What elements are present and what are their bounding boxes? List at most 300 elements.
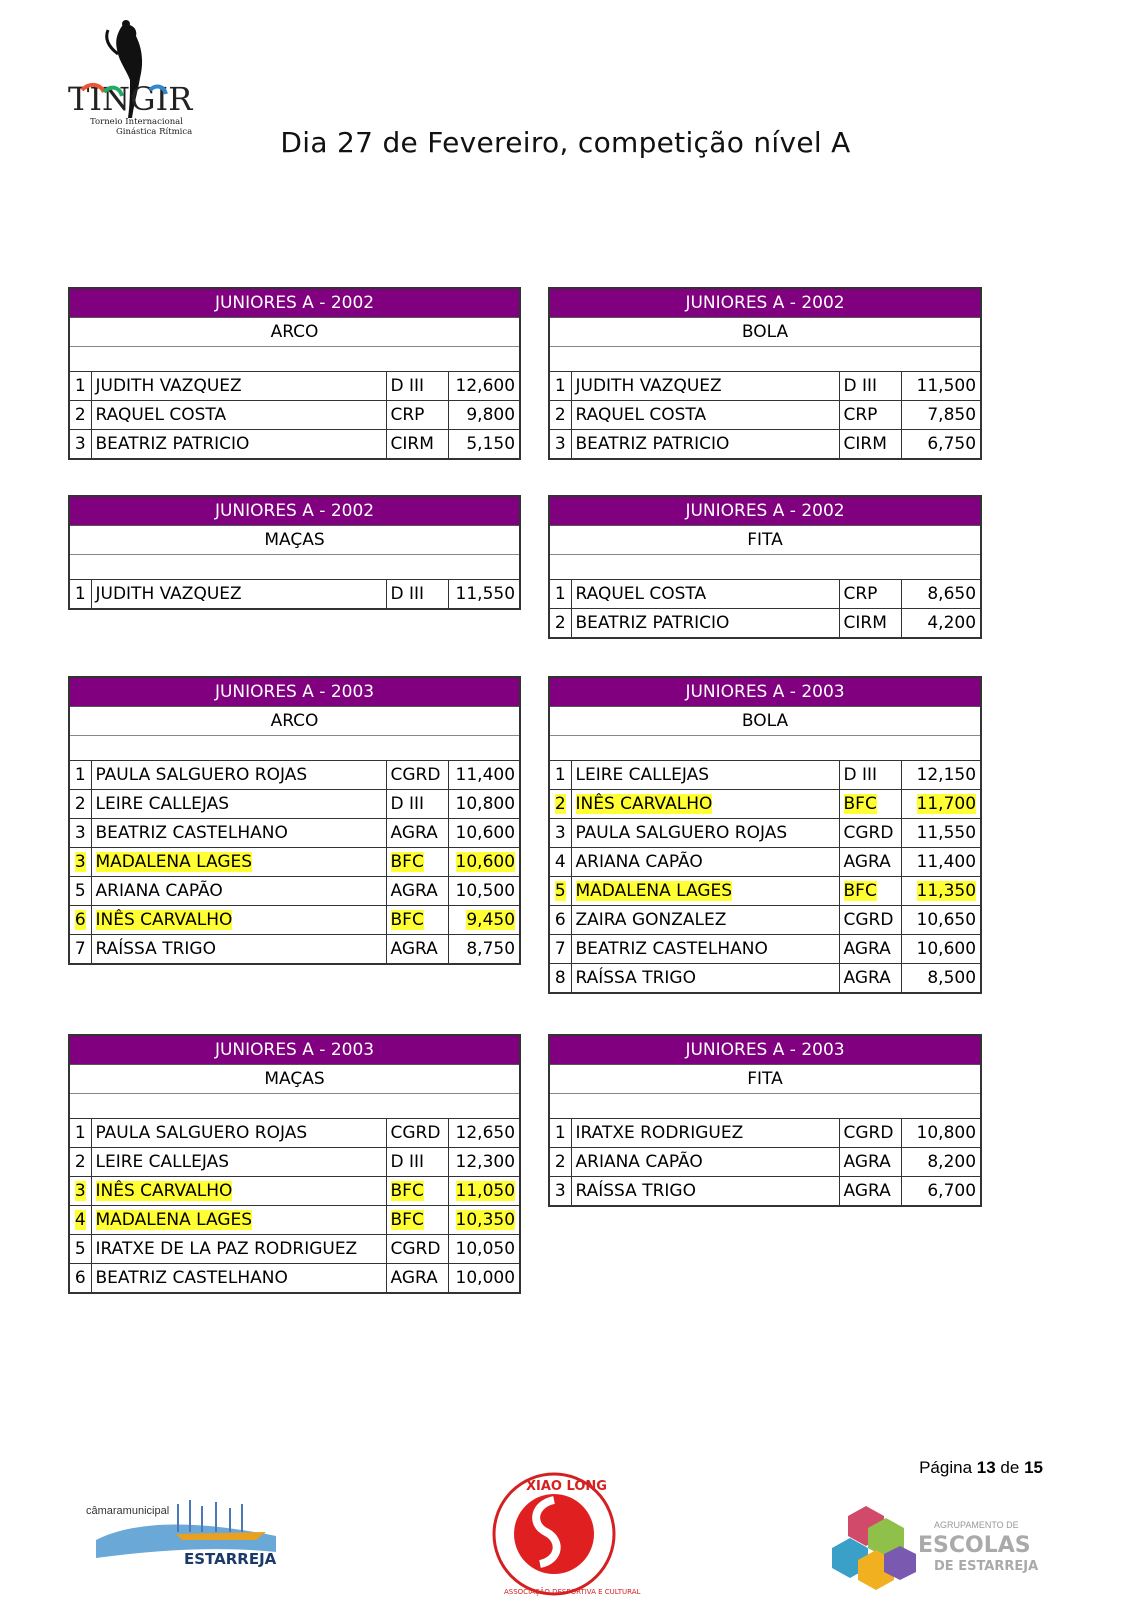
rank-cell (549, 1119, 571, 1148)
score-cell-text: 11,400 (916, 852, 977, 872)
athlete-name-cell (571, 580, 839, 609)
score-cell-text: 11,550 (916, 823, 977, 843)
score-cell (901, 372, 981, 401)
rank-cell-text: 7 (554, 939, 566, 959)
athlete-name-cell-text: RAQUEL COSTA (575, 405, 707, 425)
athlete-name-cell-text: ARIANA CAPÃO (575, 1152, 703, 1172)
club-cell-text: CGRD (843, 1123, 894, 1143)
score-cell (448, 430, 520, 460)
rank-cell-text: 3 (554, 1181, 566, 1201)
page-title: Dia 27 de Fevereiro, competição nível A (280, 126, 851, 159)
athlete-name-cell-text: BEATRIZ CASTELHANO (95, 823, 288, 843)
rank-cell (69, 1119, 91, 1148)
score-cell-text: 11,550 (455, 584, 516, 604)
rank-cell (69, 1264, 91, 1294)
page-label: Página (919, 1458, 973, 1477)
score-cell-text: 10,650 (916, 910, 977, 930)
athlete-name-cell-text: BEATRIZ PATRICIO (575, 434, 730, 454)
club-cell (386, 1119, 448, 1148)
score-cell-text: 7,850 (927, 405, 977, 425)
apparatus-label: BOLA (549, 318, 981, 347)
rank-cell-text: 2 (554, 794, 566, 814)
category-header: JUNIORES A - 2003 (69, 1035, 520, 1065)
score-cell (901, 401, 981, 430)
athlete-name-cell-text: BEATRIZ CASTELHANO (575, 939, 768, 959)
rank-cell (549, 819, 571, 848)
score-cell-text: 10,600 (455, 823, 516, 843)
score-cell (448, 401, 520, 430)
athlete-name-cell (91, 580, 386, 610)
score-cell (901, 877, 981, 906)
score-cell-text: 8,750 (466, 939, 516, 959)
athlete-name-cell-text: PAULA SALGUERO ROJAS (575, 823, 788, 843)
table-row (69, 1177, 520, 1206)
club-cell-text: BFC (390, 1181, 424, 1201)
rank-cell-text: 3 (74, 1181, 86, 1201)
table-row (549, 877, 981, 906)
club-cell-text: AGRA (390, 939, 438, 959)
rank-cell-text: 1 (554, 584, 566, 604)
xiao-long-logo-ring: ASSOCIAÇÃO DESPORTIVA E CULTURAL (504, 1588, 641, 1596)
rank-cell-text: 1 (74, 765, 86, 785)
category-header: JUNIORES A - 2002 (549, 288, 981, 318)
athlete-name-cell-text: LEIRE CALLEJAS (575, 765, 710, 785)
club-cell (839, 609, 901, 639)
blank-row (549, 555, 981, 580)
athlete-name-cell-text: RAÍSSA TRIGO (575, 968, 696, 988)
score-cell (448, 906, 520, 935)
club-cell-text: CGRD (390, 1123, 441, 1143)
athlete-name-cell (91, 761, 386, 790)
rank-cell-text: 1 (554, 376, 566, 396)
results-table (68, 676, 521, 965)
club-cell-text: CRP (843, 584, 878, 604)
athlete-name-cell-text: JUDITH VAZQUEZ (95, 584, 242, 604)
rank-cell-text: 3 (554, 434, 566, 454)
table-row (69, 877, 520, 906)
score-cell-text: 12,650 (455, 1123, 516, 1143)
club-cell (839, 401, 901, 430)
club-cell-text: D III (843, 765, 878, 785)
athlete-name-cell-text: PAULA SALGUERO ROJAS (95, 765, 308, 785)
rank-cell-text: 5 (74, 881, 86, 901)
rank-cell-text: 3 (74, 823, 86, 843)
athlete-name-cell (91, 430, 386, 460)
score-cell-text: 10,800 (916, 1123, 977, 1143)
score-cell (448, 580, 520, 610)
rank-cell (549, 401, 571, 430)
rank-cell-text: 3 (554, 823, 566, 843)
score-cell (901, 1177, 981, 1207)
score-cell (901, 935, 981, 964)
category-header: JUNIORES A - 2003 (549, 1035, 981, 1065)
athlete-name-cell (571, 848, 839, 877)
score-cell-text: 10,000 (455, 1268, 516, 1288)
rank-cell-text: 3 (74, 852, 86, 872)
athlete-name-cell (91, 401, 386, 430)
score-cell-text: 4,200 (927, 613, 977, 633)
club-cell-text: AGRA (843, 852, 891, 872)
club-cell (386, 1148, 448, 1177)
club-cell (839, 964, 901, 994)
escolas-estarreja-logo (836, 1504, 1056, 1589)
logo-sub-line2: Ginástica Rítmica (116, 127, 193, 137)
score-cell-text: 10,600 (916, 939, 977, 959)
score-cell-text: 9,800 (466, 405, 516, 425)
estarreja-logo (86, 1496, 296, 1571)
table-row (69, 848, 520, 877)
table-row (549, 819, 981, 848)
score-cell (448, 819, 520, 848)
rank-cell-text: 2 (554, 405, 566, 425)
athlete-name-cell (91, 935, 386, 965)
athlete-name-cell-text: INÊS CARVALHO (95, 910, 233, 930)
club-cell-text: BFC (390, 852, 424, 872)
rank-cell (69, 372, 91, 401)
club-cell-text: CRP (390, 405, 425, 425)
table-row (69, 430, 520, 460)
category-header: JUNIORES A - 2002 (549, 496, 981, 526)
page-of: de (1000, 1458, 1020, 1477)
club-cell (839, 1177, 901, 1207)
score-cell-text: 11,700 (916, 794, 977, 814)
athlete-name-cell-text: JUDITH VAZQUEZ (575, 376, 722, 396)
estarreja-logo-name: ESTARREJA (184, 1550, 277, 1568)
club-cell-text: CGRD (390, 1239, 441, 1259)
apparatus-label: MAÇAS (69, 526, 520, 555)
escolas-logo-top: AGRUPAMENTO DE (934, 1520, 1019, 1530)
score-cell-text: 11,500 (916, 376, 977, 396)
athlete-name-cell-text: MADALENA LAGES (95, 1210, 253, 1230)
club-cell-text: AGRA (390, 881, 438, 901)
rank-cell (549, 906, 571, 935)
xiao-long-logo (490, 1470, 641, 1603)
rank-cell (69, 1235, 91, 1264)
club-cell (386, 877, 448, 906)
score-cell (901, 964, 981, 994)
club-cell-text: D III (843, 376, 878, 396)
club-cell-text: D III (390, 794, 425, 814)
club-cell (386, 1235, 448, 1264)
blank-row (69, 736, 520, 761)
athlete-name-cell (91, 877, 386, 906)
escolas-logo-bot: DE ESTARREJA (934, 1559, 1039, 1574)
table-row (69, 906, 520, 935)
score-cell (448, 935, 520, 965)
rank-cell (549, 609, 571, 639)
table-row (549, 1119, 981, 1148)
table-row (549, 609, 981, 639)
blank-row (69, 347, 520, 372)
athlete-name-cell (571, 964, 839, 994)
athlete-name-cell (571, 935, 839, 964)
table-row (69, 1119, 520, 1148)
club-cell (839, 372, 901, 401)
table-row (549, 964, 981, 994)
rank-cell (549, 935, 571, 964)
club-cell (386, 1264, 448, 1294)
score-cell (448, 1119, 520, 1148)
club-cell (839, 935, 901, 964)
score-cell-text: 9,450 (466, 910, 516, 930)
blank-row (549, 736, 981, 761)
athlete-name-cell-text: IRATXE DE LA PAZ RODRIGUEZ (95, 1239, 358, 1259)
category-header: JUNIORES A - 2003 (69, 677, 520, 707)
table-row (549, 848, 981, 877)
club-cell (839, 1148, 901, 1177)
table-row (549, 790, 981, 819)
table-row (549, 1177, 981, 1207)
rank-cell-text: 2 (74, 405, 86, 425)
athlete-name-cell (91, 819, 386, 848)
club-cell (386, 430, 448, 460)
page-current: 13 (976, 1458, 996, 1477)
athlete-name-cell (91, 906, 386, 935)
rank-cell (69, 819, 91, 848)
table-row (549, 906, 981, 935)
apparatus-label: FITA (549, 1065, 981, 1094)
athlete-name-cell-text: RAÍSSA TRIGO (95, 939, 216, 959)
club-cell (386, 1177, 448, 1206)
table-row (69, 1264, 520, 1294)
table-row (69, 1148, 520, 1177)
rank-cell (69, 877, 91, 906)
club-cell-text: AGRA (843, 1181, 891, 1201)
athlete-name-cell-text: ARIANA CAPÃO (575, 852, 703, 872)
results-table (548, 676, 982, 994)
table-row (69, 790, 520, 819)
athlete-name-cell-text: JUDITH VAZQUEZ (95, 376, 242, 396)
club-cell-text: D III (390, 1152, 425, 1172)
score-cell-text: 10,800 (455, 794, 516, 814)
club-cell (386, 790, 448, 819)
estarreja-logo-top: câmaramunicipal (86, 1505, 170, 1517)
score-cell-text: 10,600 (455, 852, 516, 872)
results-table (548, 495, 982, 639)
club-cell (839, 430, 901, 460)
score-cell-text: 10,500 (455, 881, 516, 901)
rank-cell-text: 6 (74, 1268, 86, 1288)
score-cell-text: 10,050 (455, 1239, 516, 1259)
athlete-name-cell (91, 1177, 386, 1206)
score-cell (448, 877, 520, 906)
table-row (69, 935, 520, 965)
club-cell (839, 906, 901, 935)
score-cell (901, 761, 981, 790)
club-cell-text: BFC (390, 910, 424, 930)
table-row (549, 1148, 981, 1177)
athlete-name-cell-text: RAÍSSA TRIGO (575, 1181, 696, 1201)
xiao-long-logo-top: XIAO LONG (526, 1479, 607, 1494)
rank-cell-text: 3 (74, 434, 86, 454)
athlete-name-cell-text: BEATRIZ PATRICIO (95, 434, 250, 454)
page-total: 15 (1024, 1458, 1043, 1477)
club-cell (386, 761, 448, 790)
club-cell-text: BFC (390, 1210, 424, 1230)
club-cell-text: CGRD (390, 765, 441, 785)
table-row (549, 401, 981, 430)
club-cell-text: CIRM (843, 434, 887, 454)
rank-cell (549, 1148, 571, 1177)
page-number (919, 1458, 1043, 1478)
athlete-name-cell-text: ZAIRA GONZALEZ (575, 910, 727, 930)
athlete-name-cell (571, 1148, 839, 1177)
rank-cell-text: 1 (554, 765, 566, 785)
athlete-name-cell (571, 609, 839, 639)
athlete-name-cell (571, 819, 839, 848)
rank-cell (69, 1206, 91, 1235)
rank-cell (69, 935, 91, 965)
blank-row (549, 1094, 981, 1119)
tingir-logo (60, 18, 220, 138)
score-cell (448, 1206, 520, 1235)
rank-cell (69, 790, 91, 819)
rank-cell (69, 1177, 91, 1206)
score-cell-text: 11,400 (455, 765, 516, 785)
athlete-name-cell (91, 1264, 386, 1294)
rank-cell (549, 580, 571, 609)
club-cell (386, 1206, 448, 1235)
results-table (68, 495, 521, 610)
club-cell-text: AGRA (390, 823, 438, 843)
blank-row (549, 347, 981, 372)
rank-cell-text: 2 (74, 794, 86, 814)
rank-cell (69, 1148, 91, 1177)
club-cell-text: AGRA (843, 1152, 891, 1172)
club-cell (386, 848, 448, 877)
club-cell (839, 790, 901, 819)
rank-cell (549, 964, 571, 994)
club-cell (386, 401, 448, 430)
score-cell (448, 1264, 520, 1294)
rank-cell (69, 580, 91, 610)
club-cell-text: CGRD (843, 823, 894, 843)
score-cell-text: 11,350 (916, 881, 977, 901)
results-table (548, 1034, 982, 1207)
score-cell-text: 5,150 (466, 434, 516, 454)
athlete-name-cell-text: ARIANA CAPÃO (95, 881, 223, 901)
athlete-name-cell-text: IRATXE RODRIGUEZ (575, 1123, 744, 1143)
rank-cell (69, 906, 91, 935)
rank-cell (549, 877, 571, 906)
club-cell-text: CIRM (843, 613, 887, 633)
table-row (69, 372, 520, 401)
score-cell (901, 906, 981, 935)
blank-row (69, 1094, 520, 1119)
athlete-name-cell (571, 877, 839, 906)
club-cell-text: AGRA (390, 1268, 438, 1288)
club-cell-text: CGRD (843, 910, 894, 930)
athlete-name-cell-text: BEATRIZ CASTELHANO (95, 1268, 288, 1288)
rank-cell-text: 7 (74, 939, 86, 959)
category-header: JUNIORES A - 2003 (549, 677, 981, 707)
table-row (69, 580, 520, 610)
logo-brand-text: TINGIR (68, 80, 193, 118)
club-cell-text: D III (390, 376, 425, 396)
club-cell (386, 819, 448, 848)
club-cell-text: BFC (843, 794, 877, 814)
athlete-name-cell-text: RAQUEL COSTA (95, 405, 227, 425)
athlete-name-cell-text: RAQUEL COSTA (575, 584, 707, 604)
apparatus-label: FITA (549, 526, 981, 555)
athlete-name-cell (571, 761, 839, 790)
score-cell (448, 848, 520, 877)
athlete-name-cell (571, 906, 839, 935)
table-row (69, 819, 520, 848)
table-row (549, 935, 981, 964)
table-row (69, 761, 520, 790)
rank-cell-text: 5 (74, 1239, 86, 1259)
athlete-name-cell (571, 430, 839, 460)
athlete-name-cell (571, 1119, 839, 1148)
score-cell-text: 12,300 (455, 1152, 516, 1172)
table-row (69, 401, 520, 430)
club-cell (386, 580, 448, 610)
score-cell (901, 580, 981, 609)
rank-cell-text: 1 (74, 1123, 86, 1143)
athlete-name-cell (91, 1206, 386, 1235)
table-row (549, 761, 981, 790)
rank-cell-text: 2 (74, 1152, 86, 1172)
rank-cell (69, 848, 91, 877)
athlete-name-cell (91, 1235, 386, 1264)
rank-cell (549, 790, 571, 819)
table-row (69, 1206, 520, 1235)
score-cell (901, 790, 981, 819)
rank-cell (69, 401, 91, 430)
score-cell (901, 430, 981, 460)
apparatus-label: ARCO (69, 318, 520, 347)
rank-cell (549, 1177, 571, 1207)
club-cell (839, 1119, 901, 1148)
athlete-name-cell-text: INÊS CARVALHO (575, 794, 713, 814)
rank-cell-text: 2 (554, 1152, 566, 1172)
category-header: JUNIORES A - 2002 (69, 288, 520, 318)
logo-sub-line1: Torneio Internacional (90, 117, 183, 127)
score-cell (901, 1119, 981, 1148)
score-cell-text: 8,500 (927, 968, 977, 988)
rank-cell-text: 1 (74, 376, 86, 396)
score-cell-text: 12,150 (916, 765, 977, 785)
score-cell-text: 8,650 (927, 584, 977, 604)
score-cell-text: 12,600 (455, 376, 516, 396)
results-table (68, 287, 521, 460)
score-cell (901, 609, 981, 639)
score-cell (448, 372, 520, 401)
athlete-name-cell-text: PAULA SALGUERO ROJAS (95, 1123, 308, 1143)
rank-cell-text: 5 (554, 881, 566, 901)
athlete-name-cell (91, 1148, 386, 1177)
apparatus-label: MAÇAS (69, 1065, 520, 1094)
score-cell (901, 848, 981, 877)
athlete-name-cell-text: BEATRIZ PATRICIO (575, 613, 730, 633)
rank-cell (549, 761, 571, 790)
club-cell-text: CRP (843, 405, 878, 425)
score-cell (901, 819, 981, 848)
score-cell-text: 8,200 (927, 1152, 977, 1172)
rank-cell-text: 4 (554, 852, 566, 872)
rank-cell-text: 8 (554, 968, 566, 988)
club-cell (839, 580, 901, 609)
athlete-name-cell (91, 1119, 386, 1148)
rank-cell-text: 1 (74, 584, 86, 604)
rank-cell-text: 4 (74, 1210, 86, 1230)
table-row (549, 580, 981, 609)
rank-cell-text: 6 (554, 910, 566, 930)
club-cell-text: AGRA (843, 968, 891, 988)
rank-cell (69, 761, 91, 790)
escolas-logo-mid: ESCOLAS (918, 1533, 1031, 1558)
